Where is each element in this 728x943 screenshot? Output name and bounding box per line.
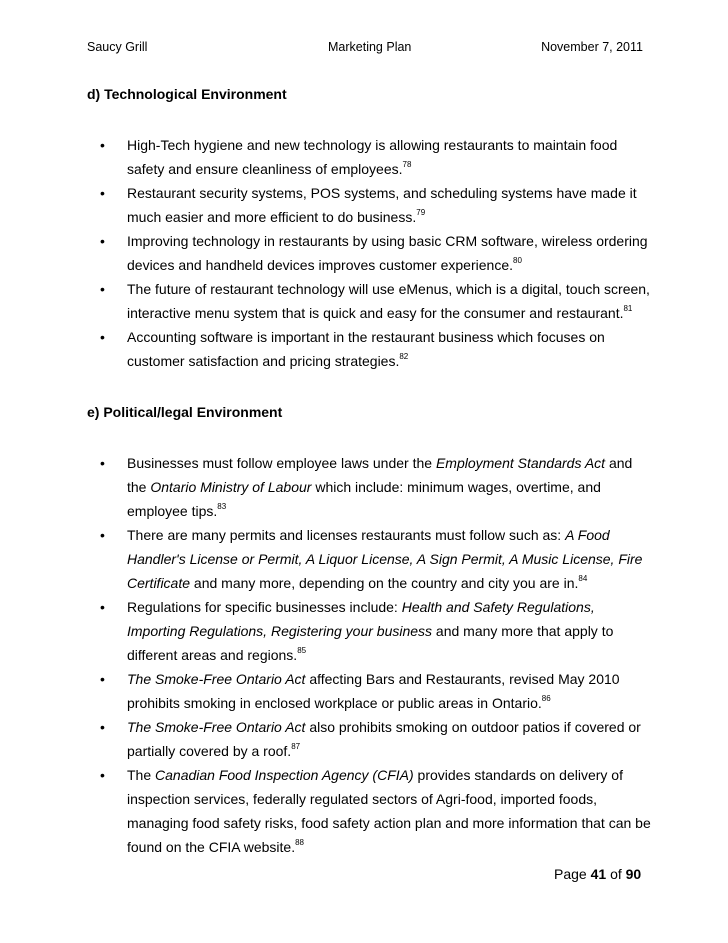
item-italic-text: The Smoke-Free Ontario Act bbox=[127, 671, 306, 687]
footnote-ref: 79 bbox=[416, 208, 426, 217]
header-date: November 7, 2011 bbox=[541, 40, 643, 54]
item-text: Regulations for specific businesses include: bbox=[127, 599, 402, 615]
item-italic-text: The Smoke-Free Ontario Act bbox=[127, 719, 306, 735]
section-title-political-legal: e) Political/legal Environment bbox=[87, 404, 283, 420]
bullet-icon: • bbox=[100, 137, 105, 153]
bullet-icon: • bbox=[100, 671, 105, 687]
list-item bbox=[87, 595, 652, 667]
item-italic-text: Ontario Ministry of Labour bbox=[150, 479, 312, 495]
list-item bbox=[87, 451, 652, 523]
section-title-technological: d) Technological Environment bbox=[87, 86, 287, 102]
footnote-ref: 82 bbox=[399, 352, 409, 361]
footnote-ref: 81 bbox=[623, 304, 633, 313]
item-text: provides standards on delivery of inspection services, federally regulated sectors of Agri-food, imported foods, managing food safety risks, food safety action plan and more information that can be found on the CFIA website. bbox=[127, 767, 651, 855]
item-text: Businesses must follow employee laws under the bbox=[127, 455, 436, 471]
bullet-icon: • bbox=[100, 767, 105, 783]
item-text: The bbox=[127, 767, 156, 783]
footer-page-label: Page bbox=[554, 866, 587, 882]
list-item bbox=[87, 133, 652, 181]
item-italic-text: Employment Standards Act bbox=[435, 455, 606, 471]
bullet-icon: • bbox=[100, 527, 105, 543]
item-text: and the bbox=[127, 455, 633, 495]
footnote-ref: 83 bbox=[217, 502, 227, 511]
item-text: Improving technology in restaurants by using basic CRM software, wireless ordering devices and handheld devices improves customer experience. bbox=[127, 233, 648, 273]
item-text: Accounting software is important in the restaurant business which focuses on customer satisfaction and pricing strategies. bbox=[127, 329, 605, 369]
page-header bbox=[87, 40, 643, 56]
bullet-icon: • bbox=[100, 455, 105, 471]
footnote-ref: 87 bbox=[291, 742, 301, 751]
bullet-icon: • bbox=[100, 599, 105, 615]
bullet-icon: • bbox=[100, 233, 105, 249]
page-footer bbox=[554, 866, 641, 882]
footer-total-pages: 90 bbox=[625, 866, 642, 882]
item-text: and many more that apply to different areas and regions. bbox=[127, 623, 614, 663]
footer-of-label: of bbox=[610, 866, 622, 882]
footer-page-number: 41 bbox=[590, 866, 607, 882]
list-item bbox=[87, 277, 652, 325]
list-item bbox=[87, 763, 652, 859]
footnote-ref: 88 bbox=[295, 838, 305, 847]
bullet-list-technological bbox=[87, 133, 652, 373]
bullet-icon: • bbox=[100, 329, 105, 345]
item-italic-text: A Food Handler's License or Permit, A Liquor License, A Sign Permit, A Music License, Fire Certificate bbox=[127, 527, 643, 591]
footnote-ref: 84 bbox=[578, 574, 588, 583]
item-text: The future of restaurant technology will use eMenus, which is a digital, touch screen, interactive menu system that is quick and easy for the consumer and restaurant. bbox=[127, 281, 650, 321]
list-item bbox=[87, 715, 652, 763]
item-text: High-Tech hygiene and new technology is allowing restaurants to maintain food safety and ensure cleanliness of employees. bbox=[127, 137, 618, 177]
footnote-ref: 80 bbox=[513, 256, 522, 265]
footnote-ref: 78 bbox=[402, 160, 412, 169]
list-item bbox=[87, 325, 652, 373]
bullet-icon: • bbox=[100, 185, 105, 201]
list-item bbox=[87, 667, 652, 715]
item-text: There are many permits and licenses restaurants must follow such as: bbox=[127, 527, 566, 543]
header-company: Saucy Grill bbox=[87, 40, 148, 54]
item-text: affecting Bars and Restaurants, revised May 2010 prohibits smoking in enclosed workplace or public areas in Ontario. bbox=[127, 671, 620, 711]
bullet-list-political-legal bbox=[87, 451, 652, 859]
list-item bbox=[87, 523, 652, 595]
bullet-icon: • bbox=[100, 719, 105, 735]
footnote-ref: 85 bbox=[297, 646, 307, 655]
item-text: Restaurant security systems, POS systems, and scheduling systems have made it much easier and more efficient to do business. bbox=[127, 185, 637, 225]
item-text: and many more, depending on the country and city you are in. bbox=[190, 575, 579, 591]
header-document-title: Marketing Plan bbox=[328, 40, 412, 54]
item-text: also prohibits smoking on outdoor patios if covered or partially covered by a roof. bbox=[127, 719, 641, 759]
list-item bbox=[87, 229, 652, 277]
item-italic-text: Health and Safety Regulations, Importing Regulations, Registering your business bbox=[127, 599, 595, 639]
item-italic-text: Canadian Food Inspection Agency (CFIA) bbox=[155, 767, 414, 783]
list-item bbox=[87, 181, 652, 229]
item-text: which include: minimum wages, overtime, and employee tips. bbox=[127, 479, 601, 519]
footnote-ref: 86 bbox=[541, 694, 551, 703]
bullet-icon: • bbox=[100, 281, 105, 297]
